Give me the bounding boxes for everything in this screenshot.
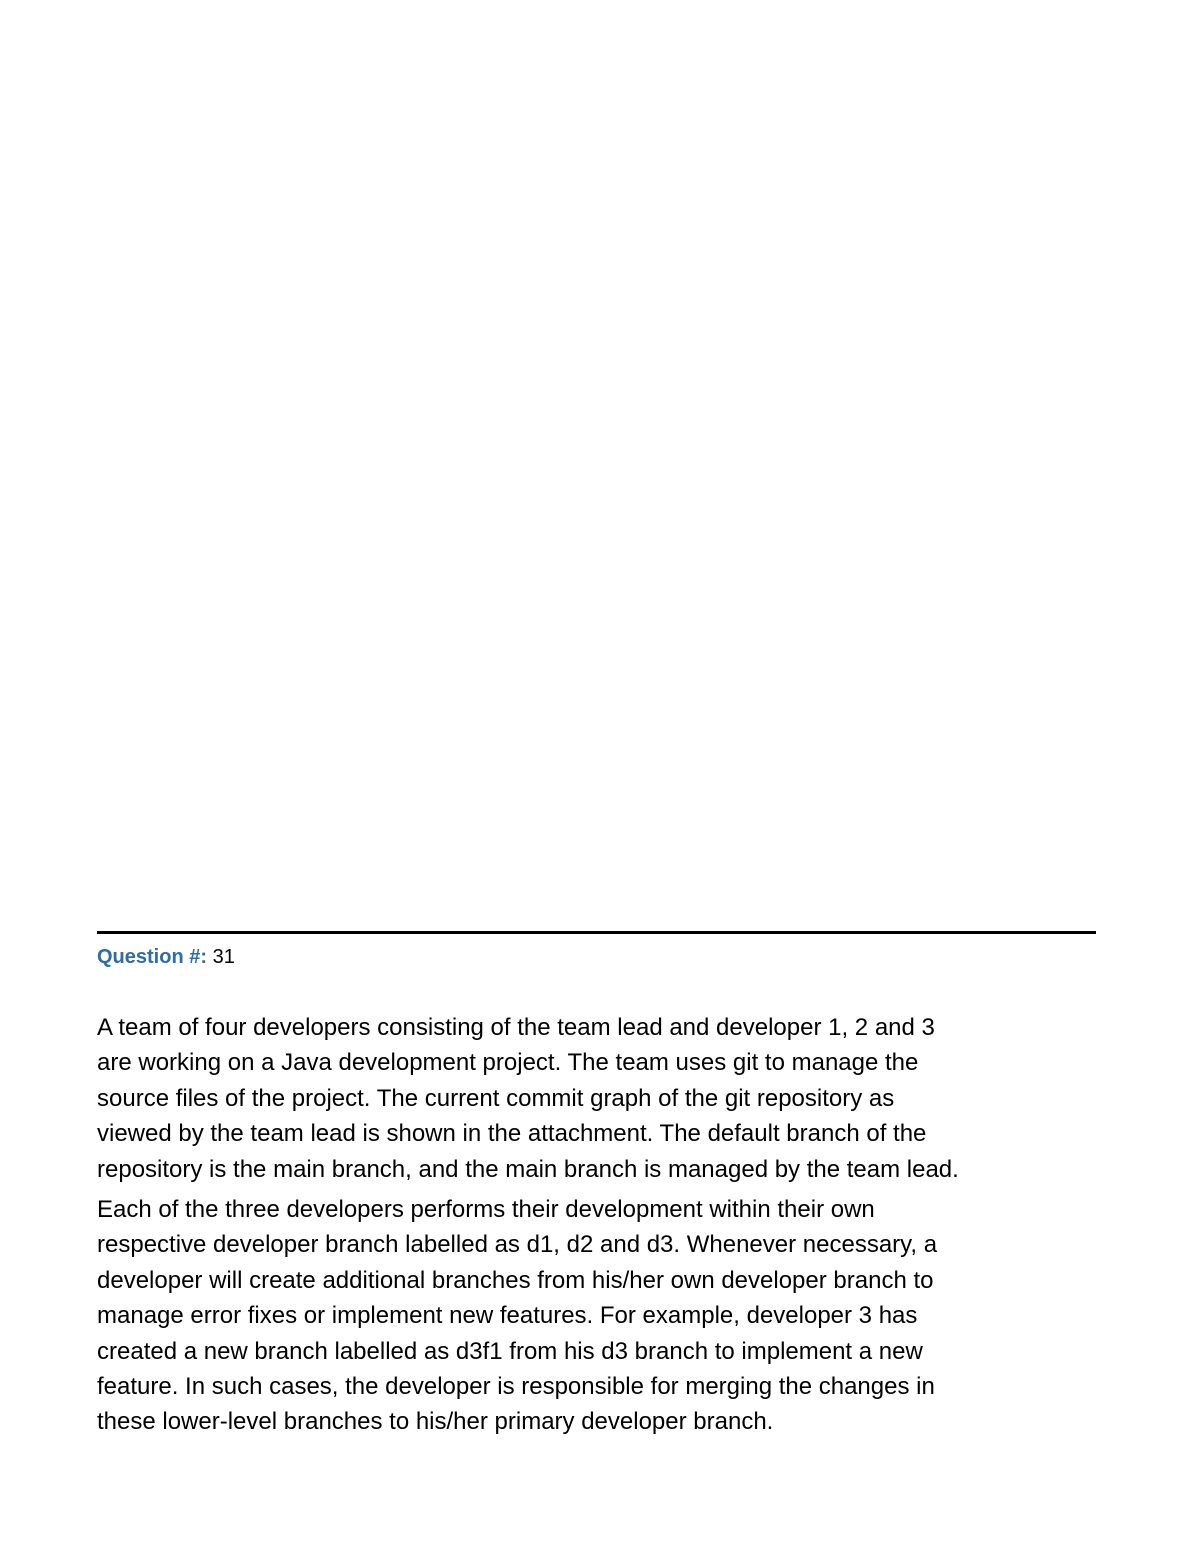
paragraph-line: developer will create additional branches from his/her own developer branch to xyxy=(97,1266,934,1294)
paragraph-line: repository is the main branch, and the main branch is managed by the team lead. xyxy=(97,1155,959,1183)
paragraph-line: A team of four developers consisting of the team lead and developer 1, 2 and 3 xyxy=(97,1014,935,1041)
question-header xyxy=(97,943,235,971)
paragraph-1 xyxy=(97,1010,1117,1187)
horizontal-rule xyxy=(97,931,1096,934)
paragraph-line: respective developer branch labelled as d1, d2 and d3. Whenever necessary, a xyxy=(97,1231,938,1259)
paragraph-2 xyxy=(97,1192,1117,1440)
paragraph-line: feature. In such cases, the developer is responsible for merging the changes in xyxy=(97,1373,935,1401)
paragraph-line: Each of the three developers performs their development within their own xyxy=(97,1196,875,1223)
paragraph-line: source files of the project. The current commit graph of the git repository as xyxy=(97,1084,895,1112)
paragraph-line: manage error fixes or implement new features. For example, developer 3 has xyxy=(97,1302,918,1330)
paragraph-line: these lower-level branches to his/her primary developer branch. xyxy=(97,1408,774,1436)
paragraph-line: created a new branch labelled as d3f1 from his d3 branch to implement a new xyxy=(97,1337,923,1365)
paragraph-line: are working on a Java development project. The team uses git to manage the xyxy=(97,1049,919,1077)
question-label: Question #: xyxy=(97,946,208,968)
question-number: 31 xyxy=(212,946,235,968)
paragraph-line: viewed by the team lead is shown in the attachment. The default branch of the xyxy=(97,1120,927,1148)
